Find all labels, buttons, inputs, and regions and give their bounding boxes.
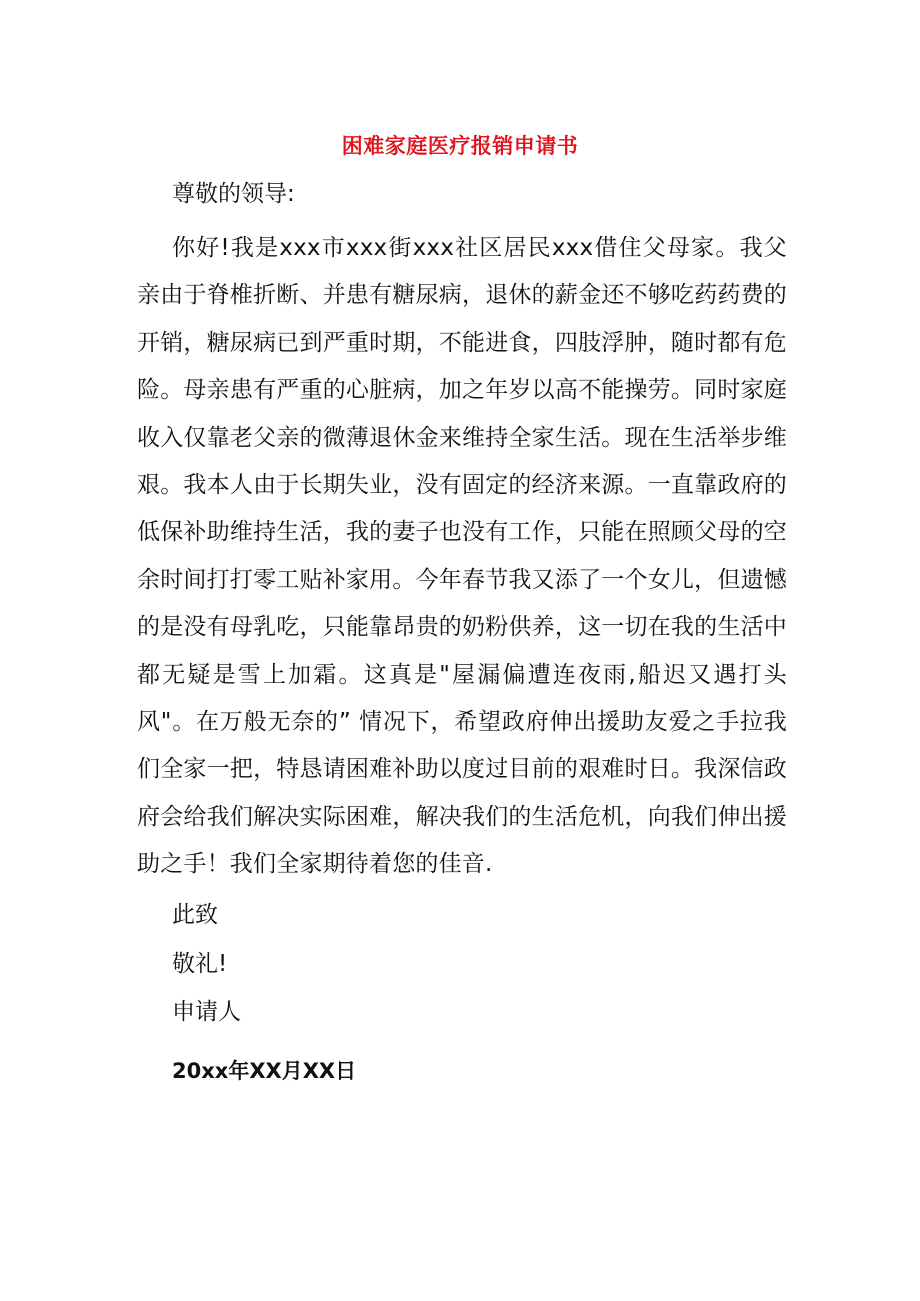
closing-line-1: 此致: [172, 902, 218, 928]
letter-body: 你好!我是xxx市xxx街xxx社区居民xxx借住父母家。我父亲由于脊椎折断、并患有糖尿病，退休的薪金还不够吃药药费的开销，糖尿病已到严重时期，不能进食，四肢浮肿，随时都有危险。母亲患有严重的心脏病，加之年岁以高不能操劳。同时家庭收入仅靠老父亲的微薄退休金来维持全家生活。现在生活举步维艰。我本人由于长期失业，没有固定的经济来源。一直靠政府的低保补助维持生活，我的妻子也没有工作，只能在照顾父母的空余时间打打零工贴补家用。今年春节我又添了一个女儿，但遗憾的是没有母乳吃，只能靠昂贵的奶粉供养，这一切在我的生活中都无疑是雪上加霜。这真是"屋漏偏遭连夜雨,船迟又遇打头风"。在万般无奈的” 情况下，希望政府伸出援助友爱之手拉我们全家一把，特恳请困难补助以度过目前的艰难时日。我深信政府会给我们解决实际困难，解决我们的生活危机，向我们伸出援助之手！我们全家期待着您的佳音.: [137, 235, 787, 878]
closing-line-2: 敬礼!: [172, 951, 228, 977]
application-date: 20xx年XX月XX日: [172, 1059, 357, 1083]
applicant-label: 申请人: [172, 999, 241, 1025]
salutation: 尊敬的领导:: [172, 181, 295, 207]
document-title: 困难家庭医疗报销申请书: [341, 134, 579, 158]
